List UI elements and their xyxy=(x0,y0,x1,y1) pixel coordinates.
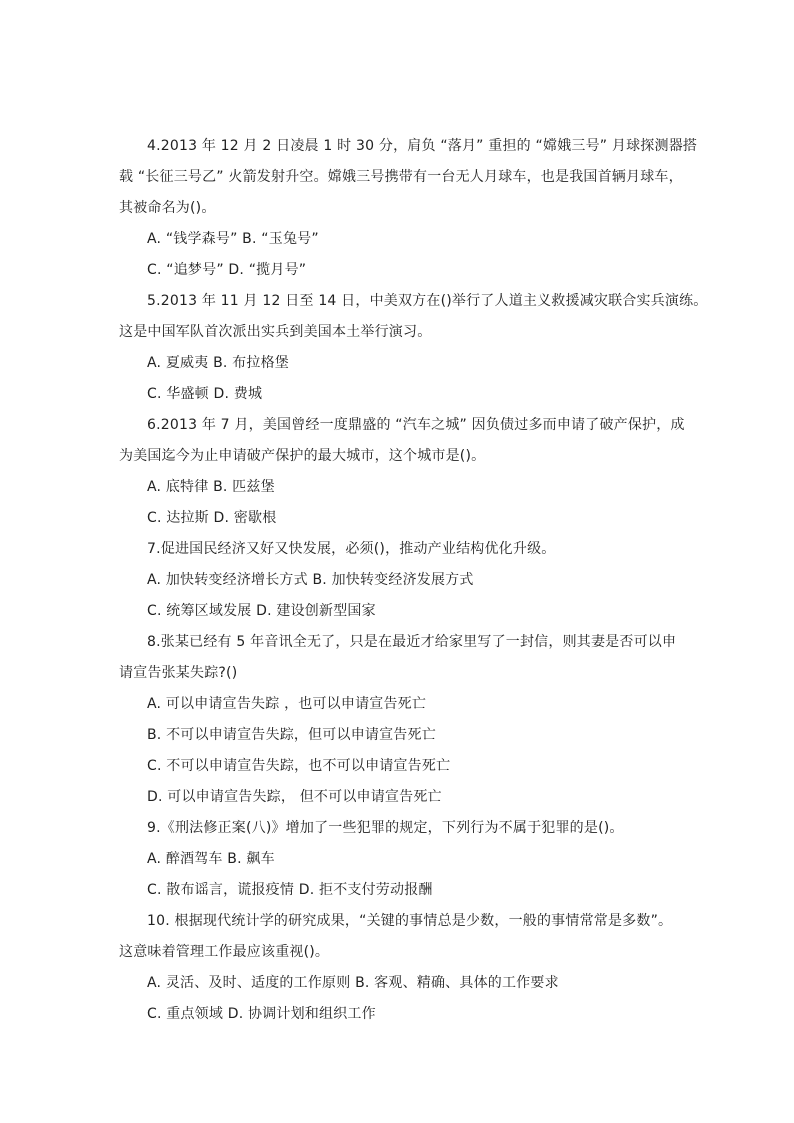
question-8-line-2: 请宣告张某失踪?() xyxy=(119,665,238,681)
question-7-options-cd: C. 统筹区域发展 D. 建设创新型国家 xyxy=(147,603,376,619)
question-6-line-1: 6.2013 年 7 月，美国曾经一度鼎盛的 “汽车之城” 因负债过多而申请了破产保护，成 xyxy=(147,417,685,433)
question-4-line-3: 其被命名为()。 xyxy=(119,200,216,216)
question-10-options-ab: A. 灵活、及时、适度的工作原则 B. 客观、精确、具体的工作要求 xyxy=(147,975,559,991)
question-7-options-ab: A. 加快转变经济增长方式 B. 加快转变经济发展方式 xyxy=(147,572,474,588)
question-9-options-ab: A. 醉酒驾车 B. 飙车 xyxy=(147,851,275,867)
question-6-options-ab: A. 底特律 B. 匹兹堡 xyxy=(147,479,275,495)
question-4-line-2: 载 “长征三号乙” 火箭发射升空。嫦娥三号携带有一台无人月球车，也是我国首辆月球车， xyxy=(119,169,683,185)
question-4-options-cd: C. “追梦号” D. “揽月号” xyxy=(147,262,307,278)
question-10-line-2: 这意味着管理工作最应该重视()。 xyxy=(119,944,330,960)
question-5-options-ab: A. 夏威夷 B. 布拉格堡 xyxy=(147,355,289,371)
question-4-line-1: 4.2013 年 12 月 2 日凌晨 1 时 30 分，肩负 “落月” 重担的 “嫦娥三号” 月球探测器搭 xyxy=(147,138,698,154)
question-8-option-b: B. 不可以申请宣告失踪，但可以申请宣告死亡 xyxy=(147,727,436,743)
question-9-options-cd: C. 散布谣言，谎报疫情 D. 拒不支付劳动报酬 xyxy=(147,882,433,898)
question-8-option-c: C. 不可以申请宣告失踪，也不可以申请宣告死亡 xyxy=(147,758,451,774)
question-5-line-2: 这是中国军队首次派出实兵到美国本土举行演习。 xyxy=(119,324,432,340)
question-6-options-cd: C. 达拉斯 D. 密歇根 xyxy=(147,510,277,526)
question-5-line-1: 5.2013 年 11 月 12 日至 14 日，中美双方在()举行了人道主义救援减灾联合实兵演练。 xyxy=(147,293,708,309)
question-8-option-d: D. 可以申请宣告失踪， 但不可以申请宣告死亡 xyxy=(147,789,442,805)
question-9-line-1: 9.《刑法修正案(八)》增加了一些犯罪的规定，下列行为不属于犯罪的是()。 xyxy=(147,820,624,836)
question-10-line-1: 10. 根据现代统计学的研究成果，“关键的事情总是少数，一般的事情常常是多数”。 xyxy=(147,913,673,929)
question-6-line-2: 为美国迄今为止申请破产保护的最大城市，这个城市是()。 xyxy=(119,448,486,464)
question-7-line-1: 7.促进国民经济又好又快发展，必须()，推动产业结构优化升级。 xyxy=(147,541,556,557)
document-body xyxy=(119,131,708,1030)
question-10-options-cd: C. 重点领域 D. 协调计划和组织工作 xyxy=(147,1006,376,1022)
question-5-options-cd: C. 华盛顿 D. 费城 xyxy=(147,386,263,402)
question-4-options-ab: A. “钱学森号” B. “玉兔号” xyxy=(147,231,319,247)
question-8-option-a: A. 可以申请宣告失踪 ，也可以申请宣告死亡 xyxy=(147,696,427,712)
question-8-line-1: 8.张某已经有 5 年音讯全无了，只是在最近才给家里写了一封信，则其妻是否可以申 xyxy=(147,634,677,650)
